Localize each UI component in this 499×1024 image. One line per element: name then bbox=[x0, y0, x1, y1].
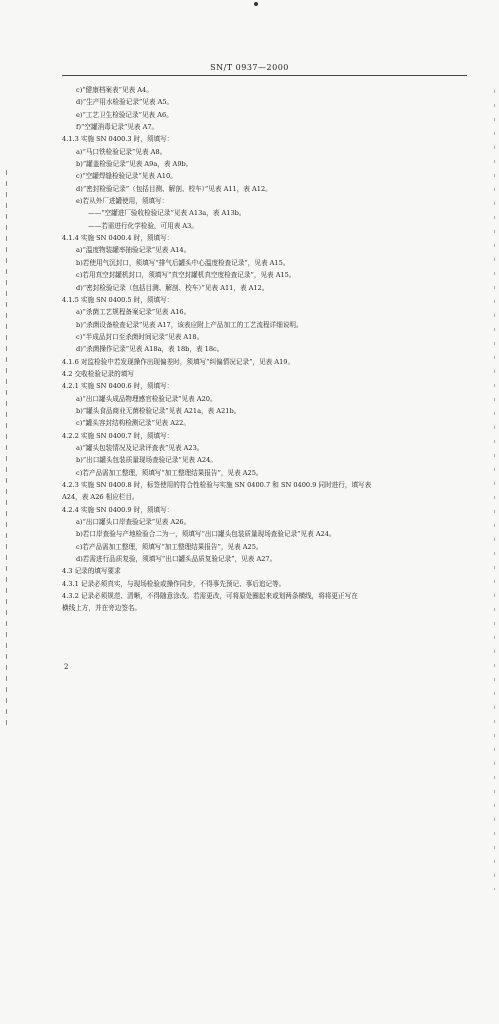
continuation-line: 横线上方，并在旁边签名。 bbox=[62, 604, 142, 613]
list-item: b)“出口罐头包装质量现场查验记录”见表 A24。 bbox=[76, 456, 217, 465]
list-item: c)若用真空封罐机封口，须填写“真空封罐机真空度检查记录”，见表 A15。 bbox=[76, 271, 296, 280]
list-item: c)“半成品封口至杀菌时间记录”见表 A18。 bbox=[76, 332, 204, 341]
list-item: ——“空罐进厂验收检验记录”见表 A13a，表 A13b。 bbox=[88, 209, 246, 218]
left-binding-marks bbox=[6, 170, 7, 730]
list-item: d)“生产用水检验记录”见表 A5。 bbox=[76, 98, 174, 107]
clause-line: 4.1.4 实施 SN 0400.4 时，须填写： bbox=[62, 234, 174, 243]
continuation-line: A24，表 A26 相应栏目。 bbox=[62, 493, 139, 502]
clause-line: 4.1.5 实施 SN 0400.5 时，须填写： bbox=[62, 295, 174, 304]
list-item: d)若需进行品质复验，须填写“出口罐头品质复验记录”，见表 A27。 bbox=[76, 555, 277, 564]
clause-line: 4.3 记录的填写要求 bbox=[62, 567, 121, 576]
scan-speck bbox=[254, 2, 258, 6]
document-body bbox=[62, 84, 472, 615]
list-item: a)“罐头包装情况及记录评查表”见表 A23。 bbox=[76, 443, 204, 452]
clause-line: 4.3.2 记录必须规范、清晰，不得随意涂改。若需更改，可将原处圈起来或划两条横线，将将更正写在 bbox=[62, 592, 358, 601]
list-item: b)若口岸查验与产地检验合二为一，须填写“出口罐头包装质量现场查验记录”见表 A24。 bbox=[76, 530, 336, 539]
clause-line: 4.1.3 实施 SN 0400.3 时，须填写： bbox=[62, 135, 174, 144]
right-edge-marks bbox=[494, 90, 495, 890]
clause-line: 4.2 交收检验记录的填写 bbox=[62, 369, 134, 378]
list-item: a)“温度物装罐率抽验记录”见表 A14。 bbox=[76, 246, 191, 255]
header-rule bbox=[62, 75, 467, 76]
list-item: a)“马口铁检验记录”见表 A8。 bbox=[76, 147, 167, 156]
document-code-header: SN/T 0937—2000 bbox=[210, 63, 289, 72]
list-item: c)“罐头容封结构检测记录”见表 A22。 bbox=[76, 419, 190, 428]
clause-line: 4.2.4 实施 SN 0400.9 时，须填写： bbox=[62, 505, 174, 514]
list-item: d)“密封检验记录（包括目测、解剖、校车）”见表 A11，表 A12。 bbox=[76, 283, 269, 292]
list-item: a)“杀菌工艺规程备案记录”见表 A16。 bbox=[76, 308, 191, 317]
list-item: b)“罐盖检验记录”见表 A9a，表 A9b。 bbox=[76, 160, 193, 169]
list-item: b)“杀菌设备检查记录”见表 A17，该表应附上产品加工的工艺流程详细说明。 bbox=[76, 320, 303, 329]
list-item: c)若产品需加工整理，须填写“加工整理结果报告”，见表 A25。 bbox=[76, 542, 263, 551]
list-item: ——若需进行化学检验，可用表 A3。 bbox=[88, 221, 198, 230]
list-item: a)“出口罐头口岸查验记录”见表 A26。 bbox=[76, 518, 191, 527]
clause-line: 4.1.6 对监检验中若发现操作出现偏差时，须填写“纠偏情况记录”，见表 A19。 bbox=[62, 357, 295, 366]
list-item: b)若使用气沉封口，须填写“排气后罐头中心温度检查记录”，见表 A15。 bbox=[76, 258, 290, 267]
list-item: c)若产品需加工整理，须填写“加工整理结果报告”，见表 A25。 bbox=[76, 468, 263, 477]
list-item: f)“空罐消毒记录”见表 A7。 bbox=[76, 123, 159, 132]
clause-line: 4.3.1 记录必须真实，与现场检验或操作同步，不得事先预记、事后追记等。 bbox=[62, 579, 286, 588]
list-item: a)“出口罐头成品物理感官检验记录”见表 A20。 bbox=[76, 394, 217, 403]
clause-line: 4.2.3 实施 SN 0400.8 时，标签使用的符合性检验与实施 SN 0400.7 和 SN 0400.9 同时进行，填写表 bbox=[62, 481, 372, 489]
list-item: b)“罐头食品商业无菌检验记录”见表 A21a，表 A21b。 bbox=[76, 406, 241, 415]
list-item: e)“工艺卫生检验记录”见表 A6。 bbox=[76, 110, 173, 119]
list-item: e)若从外厂进罐使用，须填写： bbox=[76, 197, 169, 206]
clause-line: 4.2.2 实施 SN 0400.7 时，须填写： bbox=[62, 431, 174, 440]
list-item: d)“密封检验记录”（包括目测、解剖、校车）”见表 A11，表 A12。 bbox=[76, 184, 272, 193]
clause-line: 4.2.1 实施 SN 0400.6 时，须填写： bbox=[62, 382, 174, 391]
list-item: d)“杀菌操作记录”见表 A18a，表 18b，表 18c。 bbox=[76, 345, 224, 354]
list-item: c)“空罐焊缝检验记录”见表 A10。 bbox=[76, 172, 177, 181]
list-item: c)“健康档案表”见表 A4。 bbox=[76, 86, 153, 94]
page-number: 2 bbox=[64, 663, 69, 671]
